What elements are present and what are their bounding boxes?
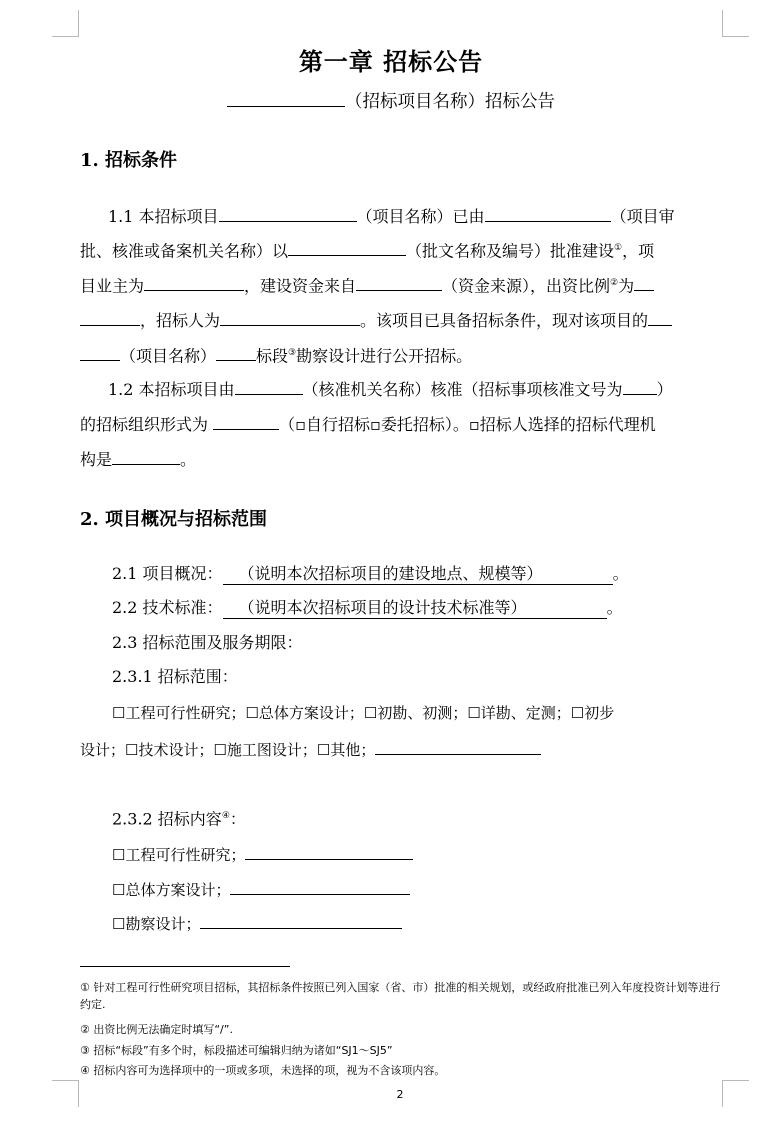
blank (112, 447, 180, 465)
blank (235, 377, 303, 395)
blank (80, 308, 140, 326)
para-1-2-line-2: 的招标组织形式为 （▫自行招标▫委托招标）。▫招标人选择的招标代理机 (80, 412, 656, 435)
scope-options-line-2: 设计；☐技术设计；☐施工图设计；☐其他； (80, 737, 541, 760)
para-1-1-line-4: ，招标人为 。该项目已具备招标条件，现对该项目的 (80, 308, 672, 331)
footnote-separator (80, 966, 290, 967)
item-2-2: 2.2 技术标准： （说明本次招标项目的设计技术标准等） 。 (112, 598, 623, 617)
crop-mark-top-left (52, 10, 79, 37)
para-1-1-line-1: 1.1 本招标项目 （项目名称）已由 （项目审 (108, 204, 675, 227)
blank (634, 273, 654, 291)
para-1-1-line-2: 批、核准或备案机关名称）以 （批文名称及编号）批准建设①，项 (80, 238, 654, 261)
footnote-3: ③ 招标“标段”有多个时，标段描述可编辑归纳为诸如“SJ1～SJ5” (80, 1044, 393, 1057)
subtitle-text: （招标项目名称）招标公告 (345, 92, 555, 112)
blank (288, 238, 406, 256)
blank (230, 877, 410, 895)
content-option-2: ☐总体方案设计； (112, 877, 410, 900)
blank-project-name (227, 89, 345, 107)
blank (219, 204, 357, 222)
footnote-4: ④ 招标内容可为选择项中的一项或多项，未选择的项，视为不含该项内容。 (80, 1064, 446, 1077)
section-heading-1: 1. 招标条件 (80, 150, 178, 171)
footnote-1: ① 针对工程可行性研究项目招标，其招标条件按照已列入国家（省、市）批准的相关规划，或经政府批准已列入年度投资计划等进行约定. (80, 981, 721, 1011)
footnote-2: ② 出资比例无法确定时填写“/”. (80, 1023, 233, 1036)
blank (144, 273, 244, 291)
item-2-3-1: 2.3.1 招标范围： (112, 667, 238, 686)
blank (648, 308, 672, 326)
blank (200, 911, 402, 929)
chapter-title: 第一章 招标公告 (298, 48, 484, 76)
blank (245, 842, 413, 860)
item-2-3-2: 2.3.2 招标内容④： (112, 809, 246, 829)
scope-options-line-1: ☐工程可行性研究；☐总体方案设计；☐初勘、初测；☐详勘、定测；☐初步 (112, 704, 615, 722)
blank (356, 273, 442, 291)
section-heading-2: 2. 项目概况与招标范围 (80, 509, 268, 530)
content-option-1: ☐工程可行性研究； (112, 842, 413, 865)
blank (220, 308, 360, 326)
announcement-subtitle (0, 88, 782, 113)
page-number: 2 (396, 1088, 404, 1101)
crop-mark-top-right (722, 10, 749, 37)
item-2-1: 2.1 项目概况： （说明本次招标项目的建设地点、规模等） 。 (112, 564, 629, 583)
blank (213, 412, 279, 430)
blank (623, 377, 657, 395)
blank (216, 343, 256, 361)
para-1-2-line-3: 构是 。 (80, 447, 196, 470)
blank (485, 204, 611, 222)
para-1-1-line-3: 目业主为 ，建设资金来自 （资金来源），出资比例②为 (80, 273, 654, 296)
blank (375, 737, 541, 755)
content-option-3: ☐勘察设计； (112, 911, 402, 934)
para-1-2-line-1: 1.2 本招标项目由 （核准机关名称）核准（招标事项核准文号为 ） (108, 377, 673, 400)
blank (80, 343, 120, 361)
para-1-1-line-5: （项目名称） 标段③勘察设计进行公开招标。 (80, 343, 472, 366)
item-2-3: 2.3 招标范围及服务期限： (112, 633, 303, 652)
